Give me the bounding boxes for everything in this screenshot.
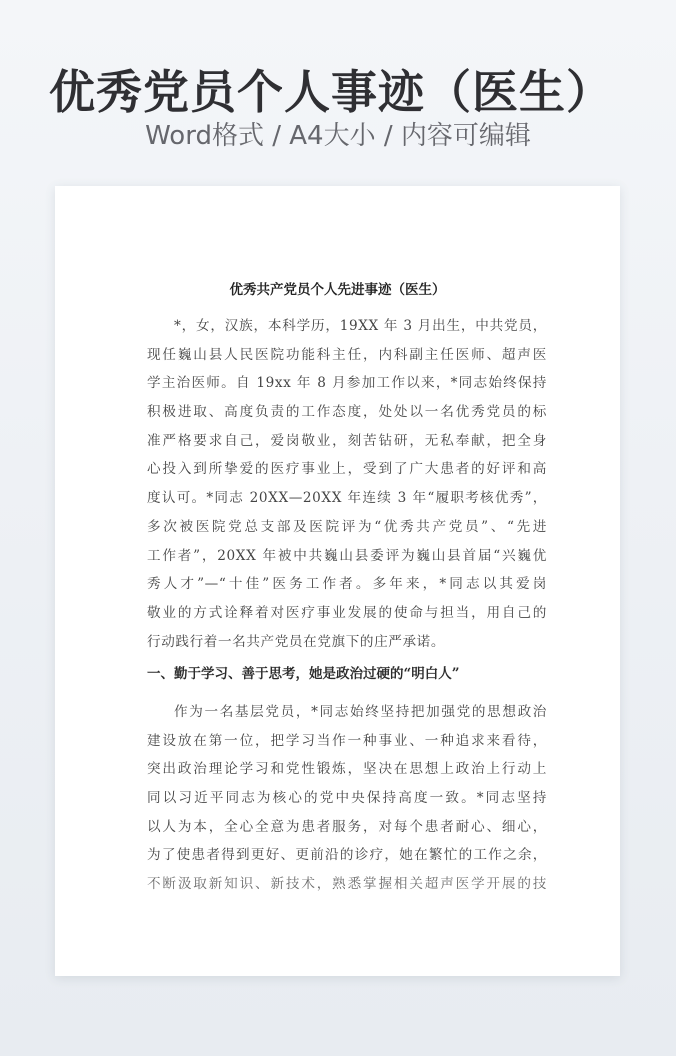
text-line: 秀人才”—“十佳”医务工作者。多年来，*同志以其爱岗 (147, 576, 547, 593)
section-heading-1: 一、勤于学习、善于思考，她是政治过硬的“明白人” (147, 666, 460, 682)
banner-subtitle: Word格式 / A4大小 / 内容可编辑 (145, 121, 531, 151)
text-line: 多次被医院党总支部及医院评为“优秀共产党员”、“先进 (147, 518, 547, 535)
text-line: 以人为本，全心全意为患者服务，对每个患者耐心、细心， (147, 818, 547, 835)
text-line: 敬业的方式诠释着对医疗事业发展的使命与担当，用自己的 (147, 604, 547, 621)
banner-title: 优秀党员个人事迹（医生） (49, 65, 613, 119)
text-line: 同以习近平同志为核心的党中央保持高度一致。*同志坚持 (147, 790, 547, 807)
text-line: *，女，汉族，本科学历，19XX 年 3 月出生，中共党员， (174, 318, 547, 334)
text-line: 积极进取、高度负责的工作态度，处处以一名优秀党员的标 (147, 404, 547, 421)
text-line: 度认可。*同志 20XX—20XX 年连续 3 年“履职考核优秀”， (147, 490, 547, 507)
text-line: 现任巍山县人民医院功能科主任，内科副主任医师、超声医 (147, 346, 547, 363)
document-page (55, 186, 620, 976)
text-line: 行动践行着一名共产党员在党旗下的庄严承诺。 (147, 633, 446, 650)
text-line: 建设放在第一位，把学习当作一种事业、一种追求来看待， (147, 732, 547, 749)
text-line: 突出政治理论学习和党性锻炼，坚决在思想上政治上行动上 (147, 761, 547, 778)
text-line: 不断汲取新知识、新技术，熟悉掌握相关超声医学开展的技 (147, 876, 547, 893)
paragraph-intro (147, 312, 547, 656)
text-line: 准严格要求自己，爱岗敬业，刻苦钻研，无私奉献，把全身 (147, 432, 547, 449)
document-heading: 优秀共产党员个人先进事迹（医生） (229, 282, 446, 298)
text-line: 为了使患者得到更好、更前沿的诊疗，她在繁忙的工作之余， (147, 847, 547, 864)
paragraph-section1 (147, 698, 547, 899)
text-line: 作为一名基层党员，*同志始终坚持把加强党的思想政治 (174, 704, 547, 720)
text-line: 学主治医师。自 19xx 年 8 月参加工作以来，*同志始终保持 (147, 375, 547, 392)
text-line: 工作者”，20XX 年被中共巍山县委评为巍山县首届“兴巍优 (147, 547, 547, 564)
text-line: 心投入到所挚爱的医疗事业上，受到了广大患者的好评和高 (147, 461, 547, 478)
